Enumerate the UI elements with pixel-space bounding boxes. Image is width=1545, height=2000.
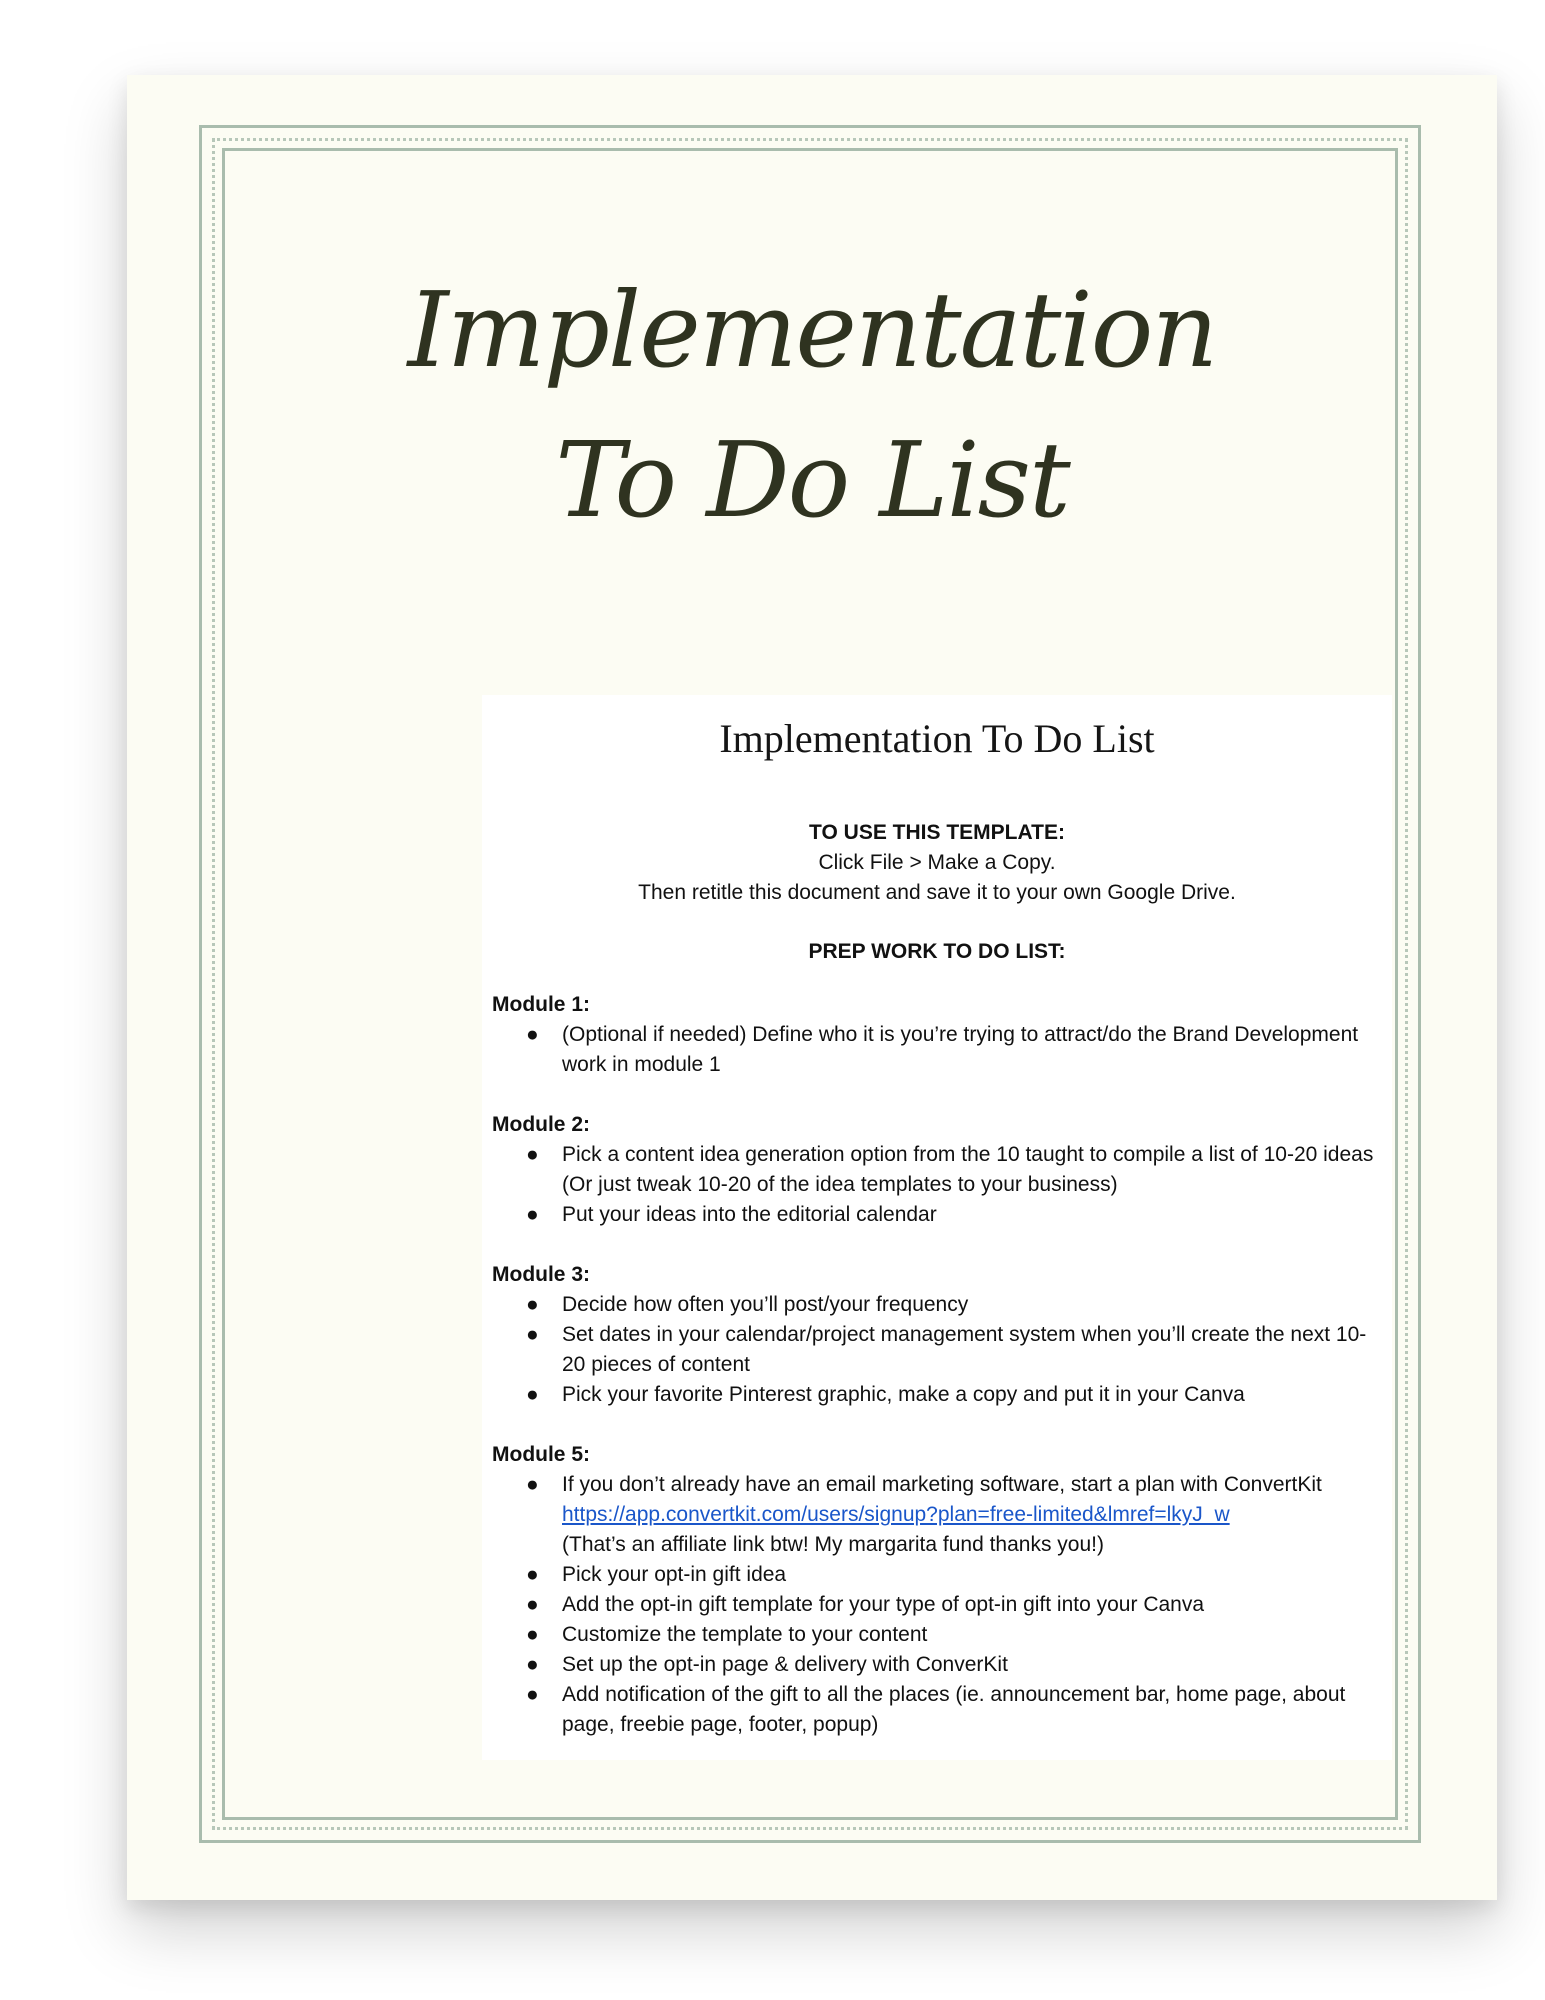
list-item xyxy=(492,1380,1387,1410)
list-item xyxy=(492,1560,1387,1590)
modules-list xyxy=(492,990,1387,1770)
list-item-text: Add the opt-in gift template for your type of opt-in gift into your Canva xyxy=(562,1593,1205,1616)
module-heading: Module 3: xyxy=(492,1263,590,1286)
module-heading: Module 5: xyxy=(492,1443,590,1466)
list-item-text: Customize the template to your content xyxy=(562,1623,928,1646)
instructions-block xyxy=(482,818,1392,908)
list-item xyxy=(492,1320,1387,1380)
bullet-icon: ● xyxy=(526,1383,539,1406)
module-section xyxy=(492,1260,1387,1410)
document-preview xyxy=(482,695,1392,1760)
list-item-text: Set up the opt-in page & delivery with ConverKit xyxy=(562,1653,1008,1676)
cover-title-line-2: To Do List xyxy=(555,419,1069,541)
cover-title-line-1: Implementation xyxy=(407,269,1217,391)
bullet-icon: ● xyxy=(526,1563,539,1586)
list-item xyxy=(492,1140,1387,1200)
list-item-text: Pick a content idea generation option from the 10 taught to compile a list of 10-20 ideas (Or just tweak 10-20 of the idea templates to your business) xyxy=(562,1143,1374,1196)
module-heading: Module 1: xyxy=(492,993,590,1016)
list-item-text: If you don’t already have an email marketing software, start a plan with ConvertKit xyxy=(562,1473,1322,1496)
bullet-icon: ● xyxy=(526,1473,539,1496)
module-section xyxy=(492,1110,1387,1230)
list-item-text: Pick your favorite Pinterest graphic, make a copy and put it in your Canva xyxy=(562,1383,1245,1406)
prep-heading: PREP WORK TO DO LIST: xyxy=(808,940,1066,963)
paper-page xyxy=(127,75,1497,1900)
list-item-text: (Optional if needed) Define who it is you’re trying to attract/do the Brand Development work in module 1 xyxy=(562,1023,1359,1076)
list-item xyxy=(492,1200,1387,1230)
bullet-icon: ● xyxy=(526,1323,539,1346)
bullet-icon: ● xyxy=(526,1023,539,1046)
list-item xyxy=(492,1470,1387,1560)
list-item-text: Add notification of the gift to all the places (ie. announcement bar, home page, about page, freebie page, footer, popup) xyxy=(562,1683,1346,1736)
cover-title xyxy=(127,255,1497,555)
module-section xyxy=(492,990,1387,1080)
list-item xyxy=(492,1620,1387,1650)
list-item xyxy=(492,1680,1387,1740)
convertkit-signup-link[interactable]: https://app.convertkit.com/users/signup?plan=free-limited&lmref=lkyJ_w xyxy=(562,1503,1230,1526)
list-item-text: Put your ideas into the editorial calendar xyxy=(562,1203,937,1226)
list-item xyxy=(492,1020,1387,1080)
instructions-heading: TO USE THIS TEMPLATE: xyxy=(809,821,1065,844)
bullet-icon: ● xyxy=(526,1293,539,1316)
list-item xyxy=(492,1590,1387,1620)
list-item-text: Pick your opt-in gift idea xyxy=(562,1563,787,1586)
list-item-text: Decide how often you’ll post/your frequency xyxy=(562,1293,969,1316)
bullet-icon: ● xyxy=(526,1593,539,1616)
list-item xyxy=(492,1650,1387,1680)
instructions-line-2: Then retitle this document and save it to your own Google Drive. xyxy=(638,881,1236,904)
affiliate-note: (That’s an affiliate link btw! My margarita fund thanks you!) xyxy=(562,1533,1104,1556)
document-title: Implementation To Do List xyxy=(719,716,1155,761)
list-item-text: Set dates in your calendar/project management system when you’ll create the next 10-20 pieces of content xyxy=(562,1323,1367,1376)
instructions-line-1: Click File > Make a Copy. xyxy=(818,851,1056,874)
module-section xyxy=(492,1440,1387,1740)
bullet-icon: ● xyxy=(526,1143,539,1166)
list-item xyxy=(492,1290,1387,1320)
module-heading: Module 2: xyxy=(492,1113,590,1136)
bullet-icon: ● xyxy=(526,1203,539,1226)
bullet-icon: ● xyxy=(526,1653,539,1676)
bullet-icon: ● xyxy=(526,1683,539,1706)
bullet-icon: ● xyxy=(526,1623,539,1646)
